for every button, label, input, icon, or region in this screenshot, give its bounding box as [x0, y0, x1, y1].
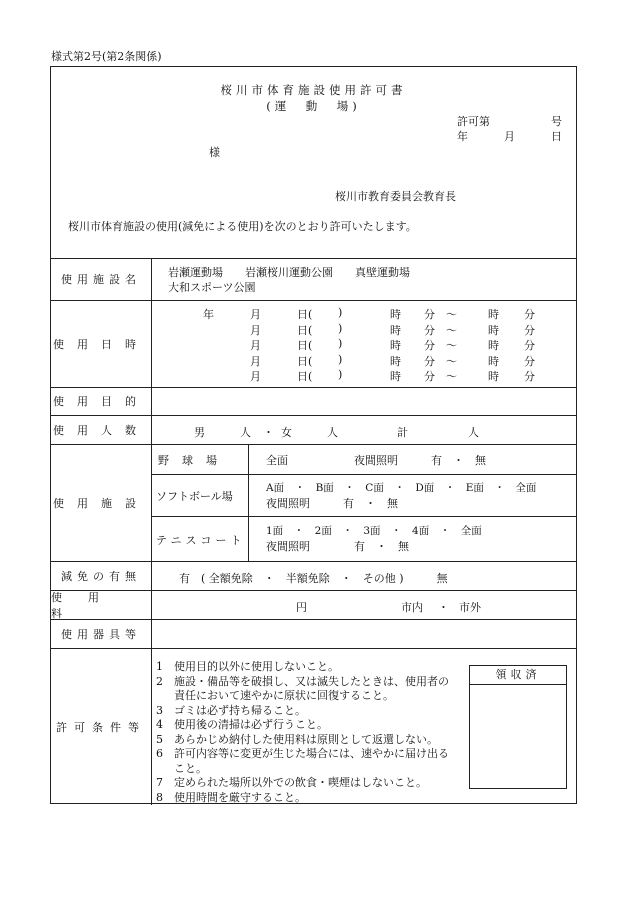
condition-item	[156, 762, 449, 777]
issuer: 桜川市教育委員会教育長	[335, 190, 456, 203]
label-reduction: 減免の有無	[61, 569, 141, 583]
datetime-row-3-tilde: ～	[446, 339, 457, 352]
condition-number: 2	[156, 674, 163, 688]
condition-item	[156, 791, 449, 806]
datetime-row-3-minute2: 分	[524, 339, 535, 352]
form-subtitle: (運 動 場)	[266, 99, 361, 113]
facility-tennis: テニスコート	[156, 534, 246, 547]
condition-text: 定められた場所以外での飲食・喫煙はしないこと。	[174, 776, 427, 789]
condition-text: 使用後の清掃は必ず行うこと。	[174, 718, 328, 731]
datetime-row-5-hour2: 時	[488, 370, 499, 383]
condition-item	[156, 689, 449, 704]
date-year: 年	[457, 130, 468, 143]
datetime-row-1-month: 月	[250, 308, 261, 321]
datetime-row-1-tilde: ～	[446, 308, 457, 321]
datetime-row-4-minute: 分	[424, 354, 435, 368]
datetime-row-2-day: 日(	[297, 323, 313, 337]
datetime-row-2-minute2: 分	[524, 323, 535, 337]
datetime-row-1-hour2: 時	[488, 308, 499, 321]
label-fee: 使用料	[51, 590, 125, 620]
datetime-row-5-minute2: 分	[524, 370, 535, 383]
datetime-row-1-minute: 分	[424, 308, 435, 321]
datetime-row-1-close: )	[338, 306, 343, 319]
condition-item	[156, 747, 449, 762]
datetime-row-4-close: )	[338, 352, 343, 366]
permit-number-suffix: 号	[551, 115, 562, 128]
label-facility: 使用施設	[53, 496, 149, 510]
datetime-row-4-day: 日(	[297, 354, 313, 368]
condition-item	[156, 718, 449, 733]
datetime-row-3-hour: 時	[390, 339, 401, 352]
condition-text: 使用時間を厳守すること。	[174, 790, 306, 804]
facility-names-line1: 岩瀬運動場 岩瀬桜川運動公園 真壁運動場	[168, 266, 410, 279]
facility-baseball: 野 球 場	[158, 454, 218, 467]
datetime-row-5-day: 日(	[297, 370, 313, 383]
permit-number-prefix: 許可第	[457, 115, 490, 128]
people-female-unit: 人	[327, 426, 338, 439]
intro-text: 桜川市体育施設の使用(減免による使用)を次のとおり許可いたします。	[68, 220, 417, 233]
datetime-row-5-tilde: ～	[446, 370, 457, 383]
condition-item	[156, 733, 449, 748]
datetime-row-2-hour2: 時	[488, 323, 499, 337]
condition-text: 施設・備品等を破損し、又は滅失したときは、使用者の	[174, 674, 449, 688]
datetime-row-3-close: )	[338, 337, 343, 350]
condition-number: 5	[156, 732, 163, 746]
label-conditions: 許可条件等	[56, 720, 146, 734]
condition-text: 使用目的以外に使用しないこと。	[174, 660, 339, 673]
datetime-row-1-day: 日(	[297, 308, 313, 321]
datetime-row-4-hour: 時	[390, 354, 401, 368]
fee-in-city: 市内	[401, 601, 423, 614]
datetime-row-3-month: 月	[250, 339, 261, 352]
datetime-row-2-hour: 時	[390, 323, 401, 337]
datetime-row-5-month: 月	[250, 370, 261, 383]
facility-baseball-options: 全面 夜間照明 有 ・ 無	[266, 454, 486, 467]
datetime-row-5-close: )	[338, 368, 343, 381]
label-datetime: 使用日時	[53, 337, 149, 351]
people-male-unit: 人	[240, 426, 251, 439]
facility-names-line2: 大和スポーツ公園	[168, 281, 256, 294]
label-facility-name: 使用施設名	[61, 273, 141, 286]
datetime-row-1-minute2: 分	[524, 308, 535, 321]
condition-number: 4	[156, 718, 163, 731]
receipt-stamp-label: 領収済	[470, 666, 566, 685]
facility-tennis-lighting: 夜間照明 有 ・ 無	[266, 540, 409, 553]
people-male: 男	[194, 426, 205, 439]
receipt-stamp-box	[469, 665, 567, 789]
form-code: 様式第2号(第2条関係)	[51, 50, 162, 63]
fee-yen: 円	[296, 601, 307, 614]
facility-softball-courts: A面 ・ B面 ・ C面 ・ D面 ・ E面 ・ 全面	[266, 482, 537, 494]
datetime-row-1-year: 年	[203, 308, 214, 321]
condition-text: 許可内容等に変更が生じた場合には、速やかに届け出る	[174, 747, 449, 760]
datetime-row-4-tilde: ～	[446, 354, 457, 368]
condition-item	[156, 704, 449, 719]
condition-number: 7	[156, 776, 163, 789]
datetime-row-4-minute2: 分	[524, 354, 535, 368]
datetime-row-2-month: 月	[250, 323, 261, 337]
datetime-row-5-hour: 時	[390, 370, 401, 383]
condition-text: あらかじめ納付した使用料は原則として返還しない。	[174, 732, 438, 746]
condition-item	[156, 660, 449, 675]
condition-number: 6	[156, 747, 163, 760]
date-day: 日	[551, 130, 562, 143]
people-total-unit: 人	[468, 426, 479, 439]
datetime-row-2-tilde: ～	[446, 323, 457, 337]
facility-softball-lighting: 夜間照明 有 ・ 無	[266, 497, 398, 510]
people-total: 計	[397, 426, 408, 439]
people-female: 女	[281, 426, 292, 439]
datetime-row-5-minute: 分	[424, 370, 435, 383]
form-title: 桜川市体育施設使用許可書	[220, 83, 407, 97]
datetime-row-2-minute: 分	[424, 323, 435, 337]
facility-softball: ソフトボール場	[156, 490, 233, 503]
reduction-options: 有 ( 全額免除 ・ 半額免除 ・ その他 ) 無	[179, 572, 448, 585]
condition-text: 責任において速やかに原状に回復すること。	[174, 689, 394, 702]
fee-dot: ・	[438, 601, 449, 614]
datetime-row-3-hour2: 時	[488, 339, 499, 352]
addressee-sama: 様	[209, 146, 220, 159]
condition-number	[156, 689, 174, 704]
condition-number: 3	[156, 703, 163, 717]
date-month: 月	[504, 130, 515, 143]
datetime-row-4-hour2: 時	[488, 354, 499, 368]
label-purpose: 使用目的	[53, 395, 149, 408]
label-people: 使用人数	[53, 423, 149, 437]
datetime-row-2-close: )	[338, 321, 343, 335]
condition-item	[156, 675, 449, 690]
datetime-row-3-day: 日(	[297, 339, 313, 352]
people-dot: ・	[263, 426, 274, 439]
condition-item	[156, 776, 449, 791]
condition-number	[156, 762, 174, 777]
permit-form	[50, 66, 577, 804]
datetime-row-3-minute: 分	[424, 339, 435, 352]
condition-number: 8	[156, 790, 163, 804]
condition-number: 1	[156, 660, 163, 673]
datetime-row-4-month: 月	[250, 354, 261, 368]
conditions-list	[156, 660, 449, 805]
facility-tennis-courts: 1面 ・ 2面 ・ 3面 ・ 4面 ・ 全面	[266, 525, 482, 537]
datetime-row-1-hour: 時	[390, 308, 401, 321]
fee-out-city: 市外	[459, 601, 481, 614]
label-equipment: 使用器具等	[61, 627, 141, 641]
condition-text: こと。	[174, 761, 207, 775]
condition-text: ゴミは必ず持ち帰ること。	[174, 703, 306, 717]
